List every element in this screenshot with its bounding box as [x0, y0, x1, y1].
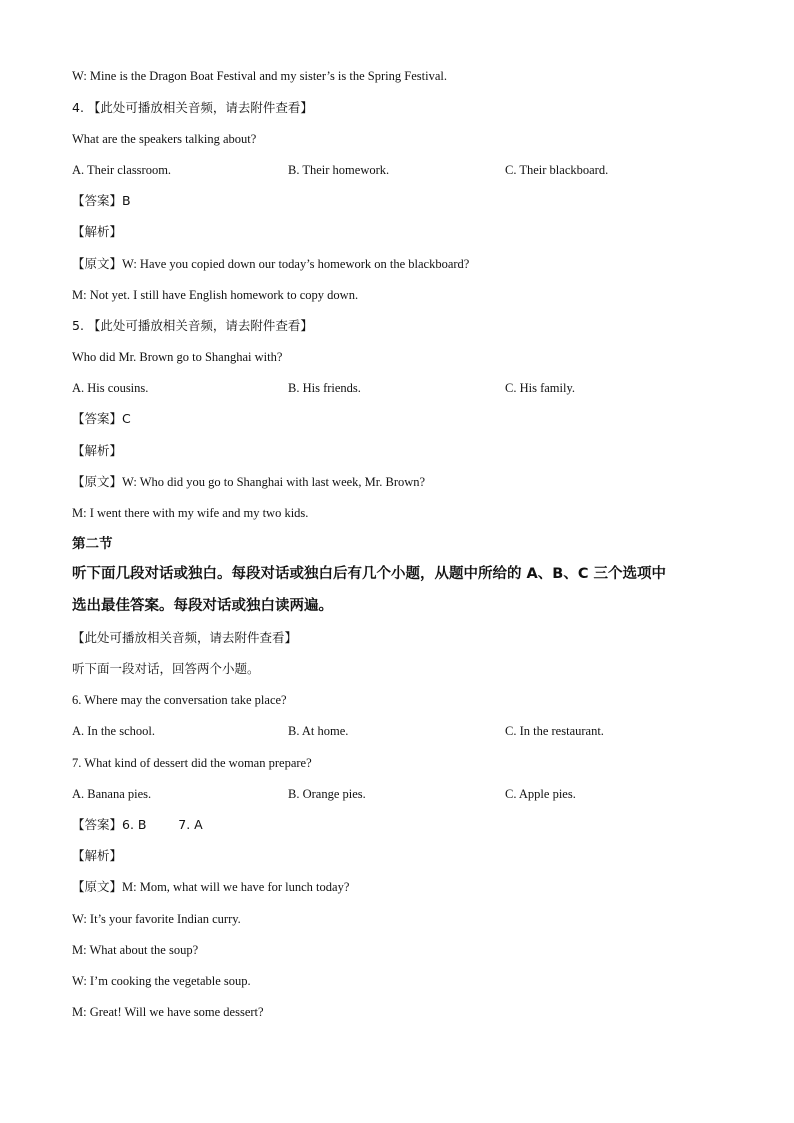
dialogue-line: W: It’s your favorite Indian curry.: [72, 912, 241, 926]
question-4-option-b: B. Their homework.: [288, 163, 390, 177]
section-instructions-1: 听下面几段对话或独白。每段对话或独白后有几个小题，从题中所给的 A、B、C 三个选项中: [72, 566, 667, 582]
question-6-option-b: B. At home.: [288, 724, 349, 738]
dialogue-line: M: I went there with my wife and my two kids.: [72, 506, 309, 520]
question-5-option-c: C. His family.: [505, 381, 576, 395]
question-5-text: Who did Mr. Brown go to Shanghai with?: [72, 350, 283, 364]
question-5-answer: 【答案】C: [72, 411, 131, 426]
question-7-option-a: A. Banana pies.: [72, 787, 152, 801]
listen-instruction: 听下面一段对话，回答两个小题。: [72, 661, 260, 676]
question-4-transcript: 【原文】W: Have you copied down our today’s homework on the blackboard?: [72, 257, 470, 271]
audio-note: 【此处可播放相关音频，请去附件查看】: [72, 630, 298, 645]
question-6-option-c: C. In the restaurant.: [505, 724, 604, 738]
question-7-option-b: B. Orange pies.: [288, 787, 366, 801]
dialogue-line: M: Not yet. I still have English homework to copy down.: [72, 288, 359, 302]
question-7-option-c: C. Apple pies.: [505, 787, 576, 801]
question-6-text: 6. Where may the conversation take place?: [72, 693, 287, 707]
question-5-option-a: A. His cousins.: [72, 381, 149, 395]
question-4-option-a: A. Their classroom.: [72, 163, 172, 177]
question-4-option-c: C. Their blackboard.: [505, 163, 609, 177]
section-instructions-2: 选出最佳答案。每段对话或独白读两遍。: [72, 598, 333, 614]
question-5-transcript: 【原文】W: Who did you go to Shanghai with last week, Mr. Brown?: [72, 475, 426, 489]
question-5-header: 5. 【此处可播放相关音频，请去附件查看】: [72, 318, 313, 333]
question-7-text: 7. What kind of dessert did the woman prepare?: [72, 756, 312, 770]
dialogue-line: M: Great! Will we have some dessert?: [72, 1005, 264, 1019]
question-5-analysis-label: 【解析】: [72, 443, 123, 458]
dialogue-line: M: What about the soup?: [72, 943, 199, 957]
question-5-option-b: B. His friends.: [288, 381, 361, 395]
question-4-text: What are the speakers talking about?: [72, 132, 257, 146]
question-4-analysis-label: 【解析】: [72, 224, 123, 239]
questions-6-7-analysis-label: 【解析】: [72, 848, 123, 863]
question-4-answer: 【答案】B: [72, 193, 131, 208]
questions-6-7-transcript: 【原文】M: Mom, what will we have for lunch today?: [72, 880, 350, 894]
question-6-option-a: A. In the school.: [72, 724, 155, 738]
section-title: 第二节: [72, 536, 113, 552]
dialogue-line: W: Mine is the Dragon Boat Festival and my sister’s is the Spring Festival.: [72, 69, 447, 83]
question-4-header: 4. 【此处可播放相关音频，请去附件查看】: [72, 100, 313, 115]
dialogue-line: W: I’m cooking the vegetable soup.: [72, 974, 251, 988]
questions-6-7-answer: 【答案】6. B 7. A: [72, 817, 203, 832]
